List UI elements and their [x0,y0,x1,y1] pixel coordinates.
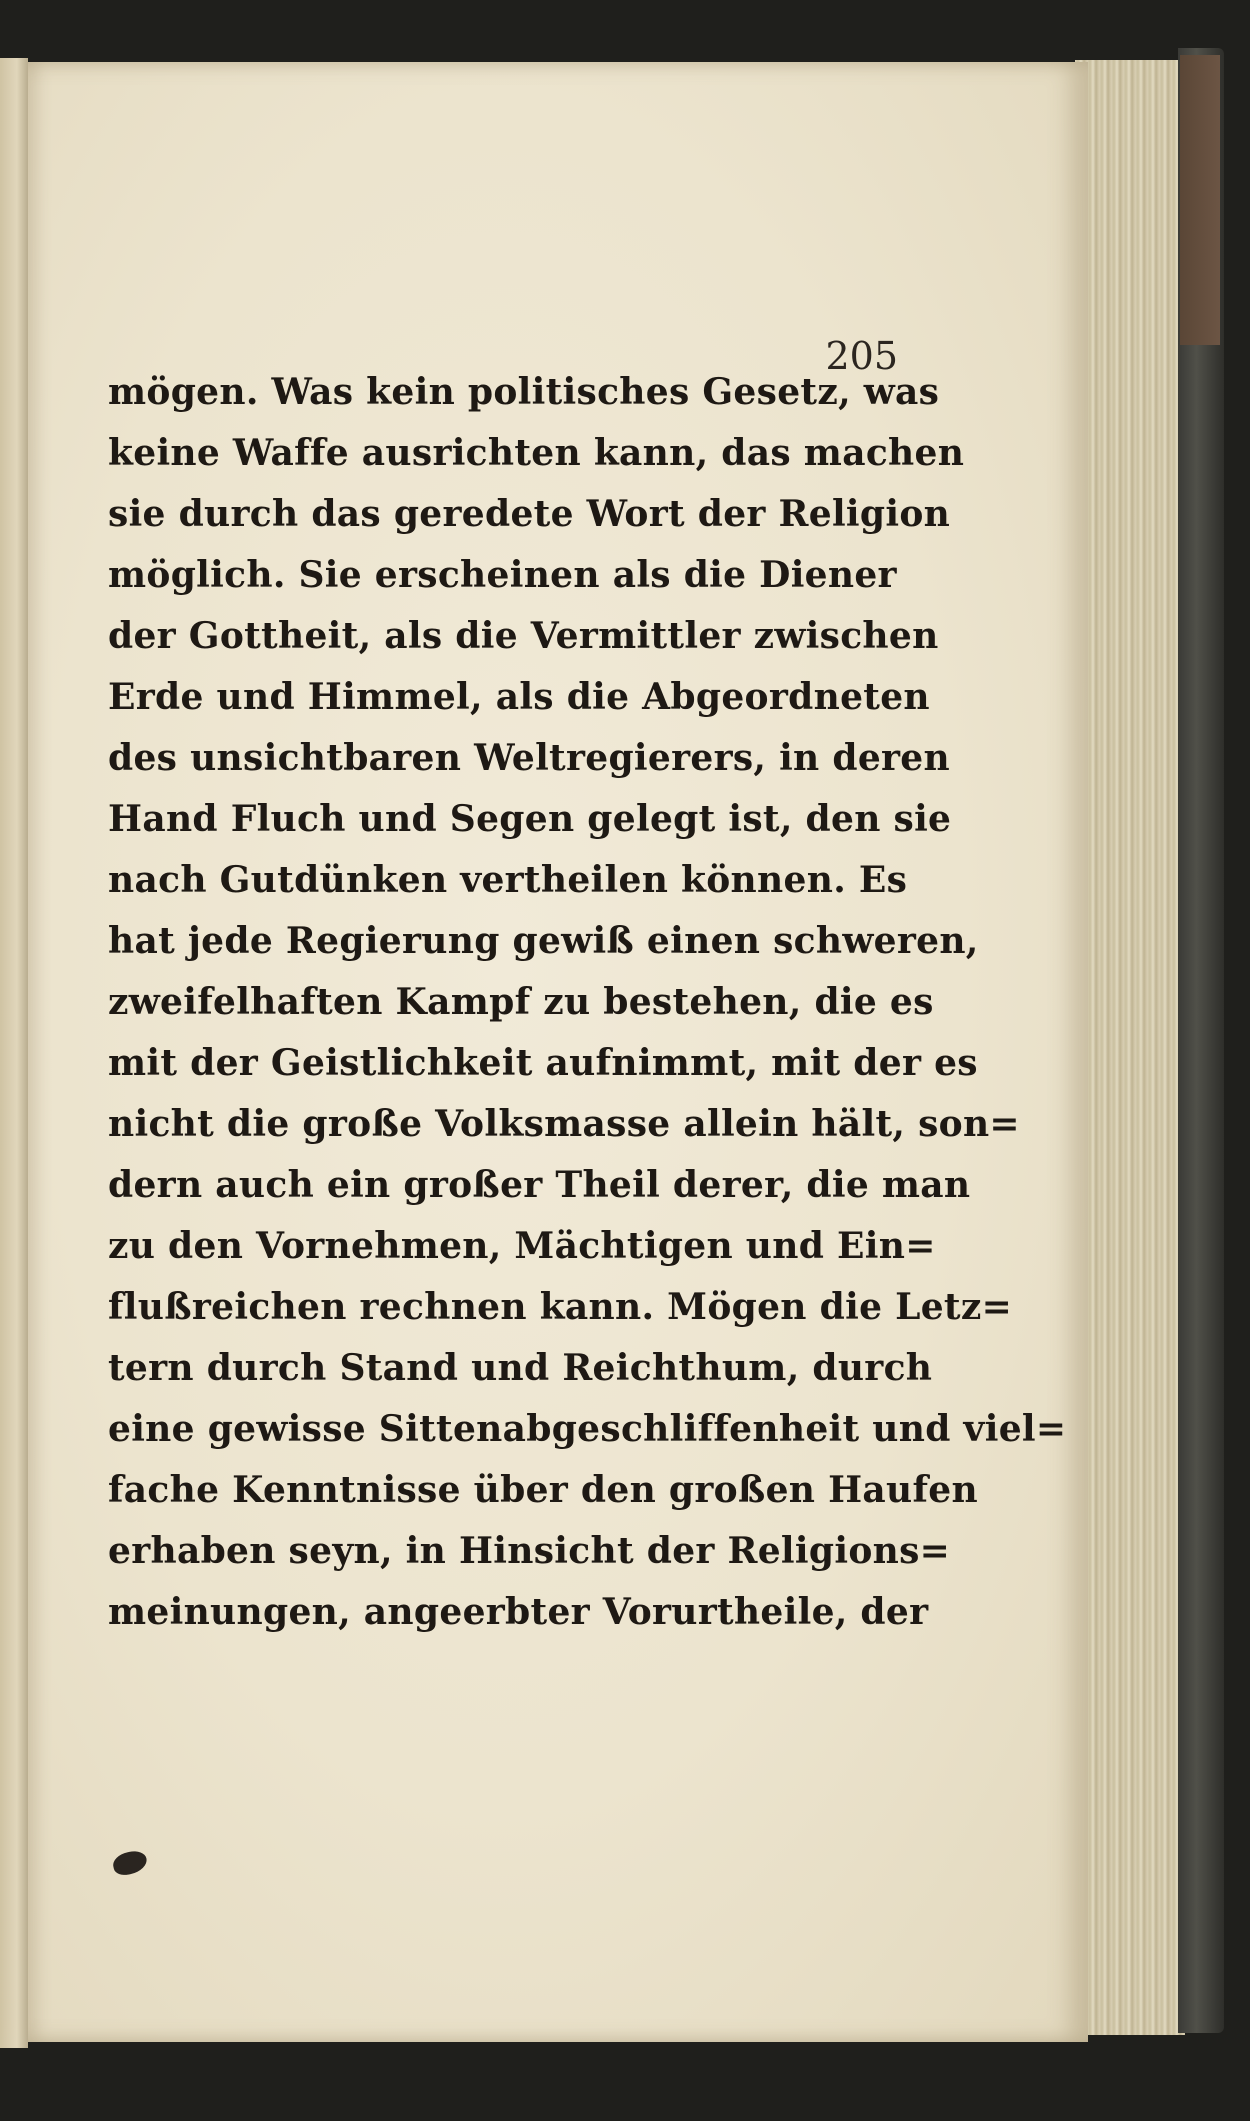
text-line: meinungen, angeerbter Vorurtheile, der [108,1591,929,1633]
left-page-edge [0,58,28,2048]
book-cover-edge [1178,48,1224,2033]
text-line: eine gewisse Sittenabgeschliffenheit und viel= [108,1408,1067,1450]
body-text [108,362,1067,1643]
text-line: nicht die große Volksmasse allein hält, son= [108,1103,1020,1145]
text-line: fache Kenntnisse über den großen Haufen [108,1469,978,1511]
text-line: möglich. Sie erscheinen als die Diener [108,554,897,596]
text-line: des unsichtbaren Weltregierers, in deren [108,737,950,779]
text-line: Hand Fluch und Segen gelegt ist, den sie [108,798,952,840]
ink-blot [111,1849,149,1878]
text-line: hat jede Regierung gewiß einen schweren, [108,920,979,962]
text-line: der Gottheit, als die Vermittler zwischen [108,615,939,657]
text-line: erhaben seyn, in Hinsicht der Religions= [108,1530,951,1572]
text-line: nach Gutdünken vertheilen können. Es [108,859,908,901]
text-line: sie durch das geredete Wort der Religion [108,493,951,535]
page-stack-edge [1075,60,1185,2035]
text-line: Erde und Himmel, als die Abgeordneten [108,676,930,718]
page-number: 205 [825,334,898,378]
text-line: keine Waffe ausrichten kann, das machen [108,432,965,474]
cover-spine-strip [1180,55,1220,345]
text-line: tern durch Stand und Reichthum, durch [108,1347,933,1389]
text-line: zu den Vornehmen, Mächtigen und Ein= [108,1225,936,1267]
text-line: dern auch ein großer Theil derer, die man [108,1164,971,1206]
text-line: mögen. Was kein politisches Gesetz, was [108,371,940,413]
text-line: mit der Geistlichkeit aufnimmt, mit der es [108,1042,978,1084]
text-line: zweifelhaften Kampf zu bestehen, die es [108,981,934,1023]
text-line: flußreichen rechnen kann. Mögen die Letz= [108,1286,1013,1328]
